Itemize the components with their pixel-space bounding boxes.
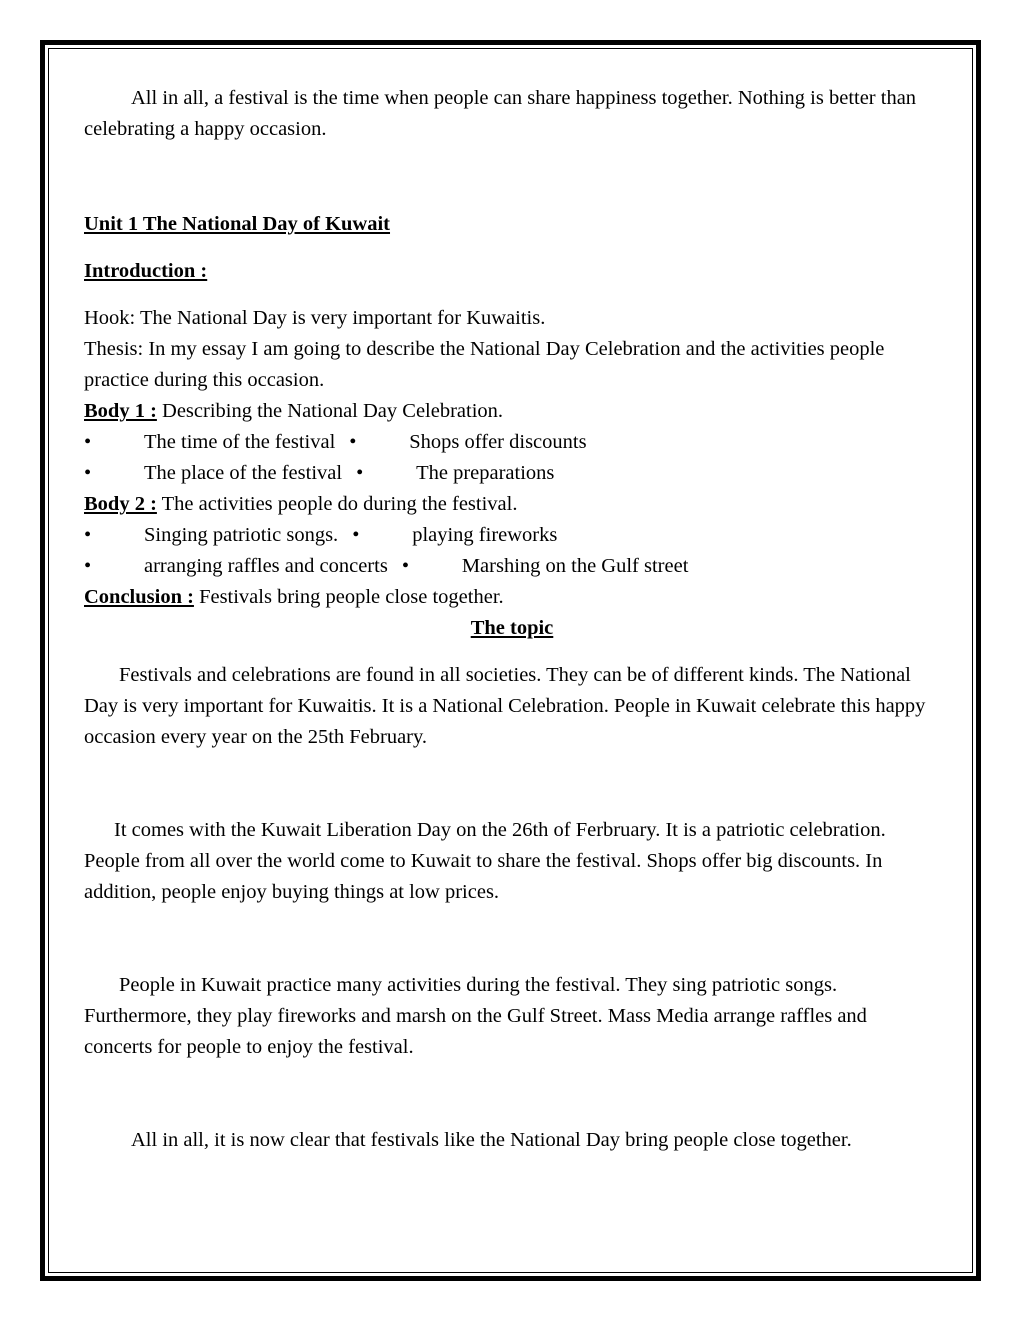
body2-line [84, 489, 940, 520]
body1-item: The preparations [416, 462, 555, 484]
bullet-icon: • [84, 524, 92, 546]
body2-text: The activities people do during the festival. [156, 493, 518, 515]
unit-title: Unit 1 The National Day of Kuwait [84, 213, 391, 235]
body1-item: The time of the festival [144, 431, 336, 453]
bullet-icon: • [401, 555, 409, 577]
body2-item: Singing patriotic songs. [144, 524, 339, 546]
intro-closing-paragraph: All in all, a festival is the time when people can share happiness together. Nothing is better than celebrating a happy occasion. [84, 87, 917, 140]
body2-label: Body 2 : [84, 493, 157, 515]
hook-line: Hook: The National Day is very important for Kuwaitis. [84, 307, 546, 329]
body1-label: Body 1 : [84, 400, 157, 422]
essay-paragraph: People in Kuwait practice many activities during the festival. They sing patriotic songs. Furthermore, they play fireworks and marsh on the Gulf Street. Mass Media arrange raffles and concerts for people to enjoy the festival. [84, 974, 867, 1058]
thesis-line: Thesis: In my essay I am going to describe the National Day Celebration and the activities people practice during this occasion. [84, 338, 885, 391]
body1-bullet-row [84, 427, 940, 458]
body2-bullet-row [84, 551, 940, 582]
body2-item: playing fireworks [412, 524, 558, 546]
body2-item: arranging raffles and concerts [144, 555, 388, 577]
topic-heading: The topic [470, 617, 554, 639]
document-content [84, 83, 940, 1156]
bullet-icon: • [84, 462, 92, 484]
bullet-icon: • [352, 524, 360, 546]
body1-line [84, 396, 940, 427]
body2-item: Marshing on the Gulf street [461, 555, 689, 577]
body1-bullet-row [84, 458, 940, 489]
essay-paragraph: Festivals and celebrations are found in all societies. They can be of different kinds. The National Day is very important for Kuwaitis. It is a National Celebration. People in Kuwait celebrate this happy occasion every year on the 25th February. [84, 664, 926, 748]
bullet-icon: • [356, 462, 364, 484]
bullet-icon: • [349, 431, 357, 453]
conclusion-text: Festivals bring people close together. [193, 586, 504, 608]
body1-text: Describing the National Day Celebration. [156, 400, 504, 422]
body1-item: The place of the festival [144, 462, 343, 484]
conclusion-line [84, 582, 940, 613]
essay-paragraph: All in all, it is now clear that festivals like the National Day bring people close together. [131, 1129, 852, 1151]
body1-item: Shops offer discounts [409, 431, 587, 453]
bullet-icon: • [84, 555, 92, 577]
conclusion-label: Conclusion : [84, 586, 194, 608]
essay-paragraph: It comes with the Kuwait Liberation Day on the 26th of Ferbruary. It is a patriotic celebration. People from all over the world come to Kuwait to share the festival. Shops offer big discounts. In addition, people enjoy buying things at low prices. [84, 819, 886, 903]
introduction-heading: Introduction : [84, 260, 208, 282]
body2-bullet-row [84, 520, 940, 551]
bullet-icon: • [84, 431, 92, 453]
